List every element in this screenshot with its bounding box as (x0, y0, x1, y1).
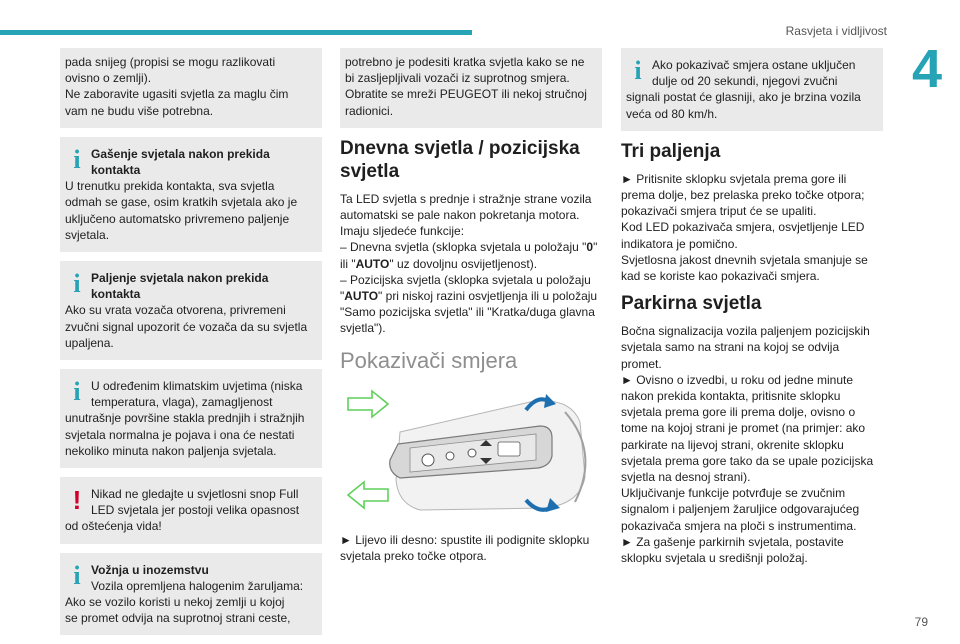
warning-exclamation-icon: ! (72, 485, 82, 516)
info-icon: i (73, 144, 81, 174)
info-box-lights-off: i Gašenje svjetala nakon prekida kontakta U trenutku prekida kontakta, sva svjetla odmah se gase, osim kratkih svjetala ako je uključeno automatsko privremeno paljenje svjetala. (60, 137, 322, 252)
info-icon: i (634, 56, 642, 85)
light-stalk-icon (340, 382, 602, 522)
info-box-indicator-sound: i Ako pokazivač smjera ostane uključen dulje od 20 sekundi, njegovi zvučni signali postat će glasniji, ako je brzina vozila veća od 80 km/h. (621, 48, 883, 131)
section-title-parking-lights: Parkirna svjetla (621, 293, 762, 315)
column-right (621, 48, 883, 566)
note-box-fog: pada snijeg (propisi se mogu razlikovati ovisno o zemlji). Ne zaboravite ugasiti svjetla za maglu čim vam ne budu više potrebna. (60, 48, 322, 128)
header-accent-bar (0, 30, 472, 35)
info-icon: i (73, 269, 81, 299)
info-box-condensation: i U određenim klimatskim uvjetima (niska temperatura, vlaga), zamagljenost unutrašnje površine stakla prednjih i stražnjih svjetala normalna je pojava i ona će nestati nekoliko minuta nakon paljenja svjetala. (60, 369, 322, 468)
parking-lights-text: Bočna signalizacija vozila paljenjem pozicijskih svjetala samo na strani na kojoj se odvija promet. ► Ovisno o izvedbi, u roku od jedne minute nakon prekida kontakta, pritisnite sklopku svjetala prema gore ili prema dolje, ovisno o tome na kojoj strani je promet (na primjer: ako parkirate na lijevoj strani, okrenite sklopku svjetala prema gore tako da se upale pozicijska svjetla na desnoj strani). Uključivanje funkcije potvrđuje se zvučnim signalom i paljenjem žaruljice odgovarajućeg pokazivača smjera na ploči s instrumentima. ► Za gašenje parkirnih svjetala, postavite sklopku svjetala u središnji položaj. (621, 324, 874, 566)
arrow-left-outline-icon (348, 482, 388, 508)
page-header-title: Rasvjeta i vidljivost (785, 24, 887, 38)
three-flashes-text: ► Pritisnite sklopku svjetala prema gore ili prema dolje, bez prelaska preko točke otpora; pokazivači smjera triput će se upaliti. Kod LED pokazivača smjera, osvjetljenje LED indikatora je pomično. Svjetlosna jakost dnevnih svjetala smanjuje se kad se koriste kao pokazivači smjera. (621, 171, 868, 284)
info-icon: i (73, 560, 81, 590)
warning-box-led: ! Nikad ne gledajte u svjetlosni snop Full LED svjetala jer postoji velika opasnost od oštećenja vida! (60, 477, 322, 544)
page-number: 79 (914, 615, 928, 629)
section-title-daytime-lights: Dnevna svjetla / pozicijska svjetla (340, 137, 580, 182)
column-left (60, 48, 322, 644)
indicators-text: ► Lijevo ili desno: spustite ili podignite sklopku svjetala preko točke otpora. (340, 532, 590, 563)
info-box-abroad: i Vožnja u inozemstvu Vozila opremljena halogenim žaruljama: Ako se vozilo koristi u nekoj zemlji u kojoj se promet odvija na suprotnoj strani ceste, (60, 553, 322, 636)
daytime-lights-text: Ta LED svjetla s prednje i stražnje strane vozila automatski se pale nakon pokretanja motora. Imaju sljedeće funkcije: – Dnevna svjetla (sklopka svjetala u položaju "0" ili "AUTO" uz dovoljnu osvijetljenost). – Pozicijska svjetla (sklopka svjetala u položaju "AUTO" pri niskoj razini osvjetljenja ili u položaju "Samo pozicijska svjetla" ili "Kratka/duga glavna svjetla"). (340, 191, 598, 336)
section-title-indicators: Pokazivači smjera (340, 347, 518, 373)
indicator-stalk-illustration (340, 382, 602, 522)
section-title-three-flashes: Tri paljenja (621, 140, 721, 162)
chapter-number: 4 (911, 39, 943, 99)
info-icon: i (73, 377, 81, 407)
note-box-headlamp-adjust: potrebno je podesiti kratka svjetla kako se ne bi zasljepljivali vozači iz suprotnog smjera. Obratite se mreži PEUGEOT ili nekoj stručnoj radionici. (340, 48, 602, 128)
arrow-right-outline-icon (348, 391, 388, 417)
column-middle (340, 48, 602, 564)
info-box-lights-on: i Paljenje svjetala nakon prekida kontakta Ako su vrata vozača otvorena, privremeni zvučni signal upozorit će vozača da su svjetla upaljena. (60, 261, 322, 360)
